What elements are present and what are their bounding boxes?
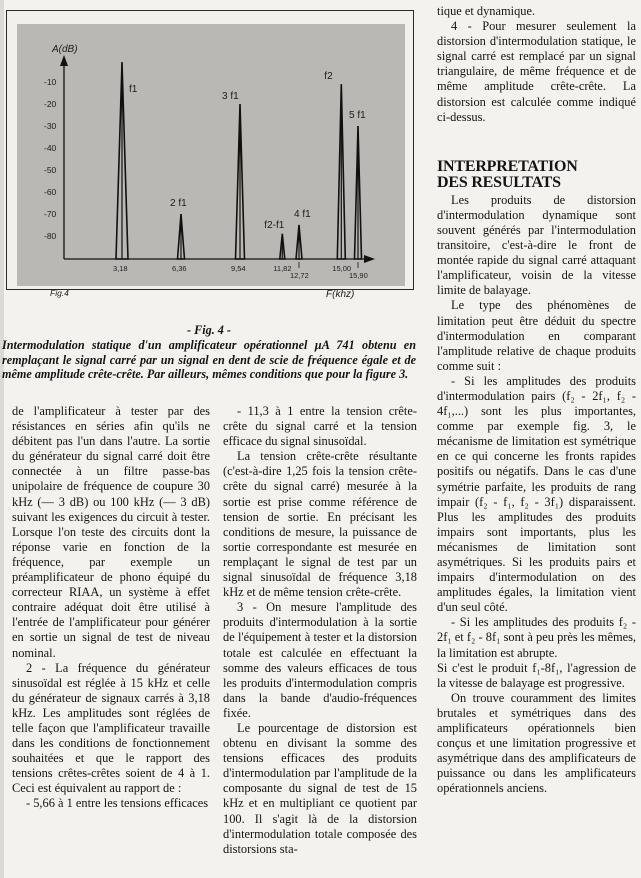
peak-label: 4 f1 [294,209,311,220]
y-axis [44,55,68,259]
y-tick-label: -30 [44,121,57,131]
x-tick-label: 12,72 [290,271,309,280]
y-axis-arrow-icon [60,55,68,66]
peak-label: f1 [129,84,138,96]
peak-label: f2-f1 [264,219,285,231]
paragraph: tique et dynamique. [437,4,536,18]
column-right [437,4,636,797]
y-tick-label: -40 [44,143,57,153]
section-heading-line1: INTERPRETATION [437,157,578,175]
section-heading [437,159,636,191]
y-tick-label: -60 [44,187,57,197]
paragraph: 4 - Pour mesurer seulement la distorsion d'intermodulation statique, le signal carré est remplacé par un signal triangulaire, de même fréquence et de même amplitude crête-crête. La distorsion est calculée comme indiqué ci-dessus. [437,19,636,124]
spectrum-chart [0,0,420,300]
paragraph: de l'amplificateur à tester par des résistances en séries afin qu'ils ne débitent pas l'un dans l'autre. La sortie du générateur du signal carré doit être connectée à un filtre passe-bas unipolaire de fréquence de coupure 30 kHz (— 3 dB) ou 100 kHz (— 3 dB) suivant les exigences du circuit à tester. Lorsque l'on teste des circuits dont la réponse varie en fonction de la fréquence, par exemple un préamplificateur de phono équipé du correcteur RIAA, un système à effet contraire adéquat doit être utilisé à l'entrée de l'amplificateur pour générer en sortie un signal de test de niveau nominal. [12,404,210,660]
x-tick-label: 3,18 [113,264,128,273]
x-axis-arrow-icon [364,255,375,263]
paragraph: Le type des phénomènes de limitation peut être déduit du spectre d'intermodulation en comparant l'amplitude relative de chaque produits comme suit : [437,298,636,373]
spectrum-peaks [116,62,366,259]
paragraph: - Si les amplitudes des produits d'intermodulation pairs (f₂ - 2f₁, f₂ - 4f₁,...) sont les plus importantes, comme par exemple fig. 3, le mécanisme de limitation est symétrique en ce qui concerne les fronts rapides positifs ou négatifs. Dans le cas d'une symétrie parfaite, les produits de rang impair (f₂ - f₁, f₂ - 3f₁) disparaissent. Plus les amplitudes des produits impairs sont importants, plus les mécanismes de limitation sont asymétriques. Si les produits pairs et impairs d'intermodulation on des amplitudes égales, la limitation vient d'un seul côté. [437,373,636,615]
paragraph: 2 - La fréquence du générateur sinusoïdal est réglée à 15 kHz et celle du générateur de signaux carrés à 3,18 kHz. Les amplitudes sont réglées de telle façon que l'amplificateur travaille dans les conditions de fonctionnement souhaitées et que le rapport des tensions crêtes-crêtes soient de 4 à 1. Ceci est équivalent au rapport de : [12,660,210,796]
figure-caption-block [2,323,416,382]
x-tick-label: 9,54 [231,264,246,273]
y-tick-label: -70 [44,209,57,219]
x-axis [64,255,375,280]
figure-caption: Intermodulation statique d'un amplificateur opérationnel µA 741 obtenu en remplaçant le signal carré par un signal en dent de scie de fréquence égale et de même amplitude crête-crête. Par ailleurs, mêmes conditions que pour la figure 3. [2,337,416,382]
paragraph: La tension crête-crête résultante (c'est-à-dire 1,25 fois la tension crête-crête du signal carré) mesurée à la sortie est prise comme référence de tension de sortie. En précisant les conditions de mesure, la puissance de sortie correspondante est mesurée en remplaçant le signal de test par un signal sinusoïdal de fréquence 3,18 kHz et de même tension crête-crête. [223,449,417,600]
x-tick-label: 15,90 [349,271,368,280]
peak-label: 3 f1 [222,91,239,102]
right-top-paragraphs [437,4,636,125]
y-tick-label: -50 [44,165,57,175]
figure-label: - Fig. 4 - [186,323,231,337]
x-tick-label: 15,00 [332,264,352,273]
y-tick-label: -10 [44,77,57,87]
paragraph: Les produits de distorsion d'intermodulation dynamique sont souvent générés par l'intermodulation transitoire, c'est-à-dire le front de montée rapide du signal carré attaquant l'amplificateur, voisin de la vitesse limite de balayage. [437,192,636,298]
x-axis-label: F(khz) [326,289,355,300]
peak-label: 2 f1 [170,198,187,209]
x-tick-label: 6,36 [172,264,187,273]
y-tick-label: -80 [44,231,57,241]
right-bottom-paragraphs [437,193,636,797]
paragraph: Le pourcentage de distorsion est obtenu en divisant la somme des tensions efficaces des produits d'intermodulation par l'amplitude de la composante du signal de test de 15 kHz et en multipliant ce quotient par 100. Il s'agit là de la distorsion d'intermodulation totale composée des distorsions sta- [223,720,417,856]
paragraph: 3 - On mesure l'amplitude des produits d'intermodulation à la sortie de l'équipement à tester et la distorsion totale est calculée en effectuant la somme des valeurs efficaces de tous les produits d'intermodulation compris dans la bande d'audio-fréquences fixée. [223,600,417,720]
paragraph: - 5,66 à 1 entre les tensions efficaces [26,796,209,811]
peak-label: 5 f1 [349,110,366,121]
section-heading-line2: DES RESULTATS [437,173,561,191]
y-axis-label: A(dB) [52,44,78,55]
column-middle [223,404,417,857]
paragraph: - 11,3 à 1 entre la tension crête-crête du signal carré et la tension efficace du signal sinusoïdal. [223,404,417,449]
paragraph: - Si les amplitudes des produits f₂ - 2f₁ et f₂ - 8f₁ sont à peu près les mêmes, la limitation est abrupte. [437,615,636,660]
paragraph: Si c'est le produit f₁-8f₁, l'agression de la vitesse de balayage est progressive. [437,660,636,690]
paragraph: On trouve couramment des limites brutales et symétriques dans des amplificateurs opérationnels bien conçus et une limitation progressive et asymétrique dans des amplificateurs de puissance ou dans les amplificateurs opérationnels anciens. [437,690,636,796]
peak-label: f2 [324,71,333,83]
figure-inset-label: Fig.4 [50,288,69,298]
x-tick-label: 11,82 [273,264,292,273]
y-tick-label: -20 [44,99,57,109]
column-left [12,404,210,812]
